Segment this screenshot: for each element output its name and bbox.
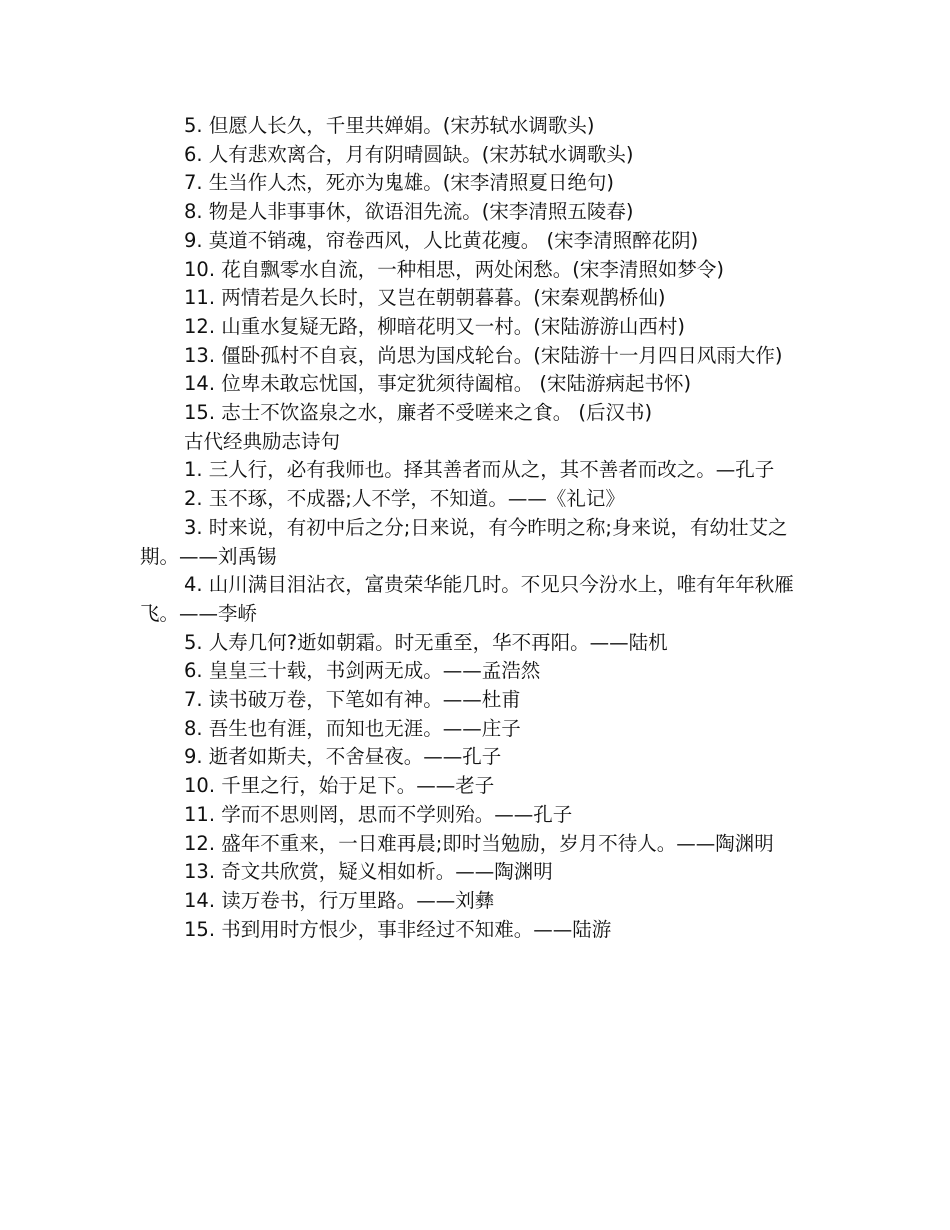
poem-line-11: 11. 两情若是久长时，又岂在朝朝暮暮。(宋秦观鹊桥仙) (184, 286, 666, 310)
quote-line-7: 7. 读书破万卷，下笔如有神。——杜甫 (184, 688, 521, 712)
poem-line-15: 15. 志士不饮盗泉之水，廉者不受嗟来之食。 (后汉书) (184, 401, 653, 425)
quote-line-2: 2. 玉不琢，不成器;人不学，不知道。——《礼记》 (184, 487, 625, 511)
quote-line-13: 13. 奇文共欣赏，疑义相如析。——陶渊明 (184, 860, 553, 884)
quote-line-1: 1. 三人行，必有我师也。择其善者而从之，其不善者而改之。—孔子 (184, 458, 775, 482)
quote-line-8: 8. 吾生也有涯，而知也无涯。——庄子 (184, 716, 521, 740)
quote-line-9: 9. 逝者如斯夫，不舍昼夜。——孔子 (184, 745, 502, 769)
quote-line-3: 3. 时来说，有初中后之分;日来说，有今昨明之称;身来说，有幼壮艾之期。——刘禹锡 (140, 515, 788, 568)
poem-line-13: 13. 僵卧孤村不自哀，尚思为国戍轮台。(宋陆游十一月四日风雨大作) (184, 343, 783, 367)
poem-line-10: 10. 花自飘零水自流，一种相思，两处闲愁。(宋李清照如梦令) (184, 257, 724, 281)
poem-line-9: 9. 莫道不销魂，帘卷西风，人比黄花瘦。 (宋李清照醉花阴) (184, 228, 699, 252)
poem-line-5: 5. 但愿人长久，千里共婵娟。(宋苏轼水调歌头) (184, 114, 595, 137)
poem-line-8: 8. 物是人非事事休，欲语泪先流。(宋李清照五陵春) (184, 200, 634, 224)
quote-line-6: 6. 皇皇三十载，书剑两无成。——孟浩然 (184, 659, 541, 683)
poem-line-6: 6. 人有悲欢离合，月有阴晴圆缺。(宋苏轼水调歌头) (184, 142, 634, 166)
quote-line-5: 5. 人寿几何?逝如朝霜。时无重至，华不再阳。——陆机 (184, 630, 668, 654)
section-heading: 古代经典励志诗句 (184, 429, 341, 453)
document-body (140, 112, 808, 944)
quote-line-12: 12. 盛年不重来，一日难再晨;即时当勉励，岁月不待人。——陶渊明 (184, 831, 774, 855)
quote-line-15: 15. 书到用时方恨少，事非经过不知难。——陆游 (184, 917, 612, 941)
poem-line-12: 12. 山重水复疑无路，柳暗花明又一村。(宋陆游游山西村) (184, 314, 685, 338)
poem-line-7: 7. 生当作人杰，死亦为鬼雄。(宋李清照夏日绝句) (184, 171, 615, 195)
quote-line-4: 4. 山川满目泪沾衣，富贵荣华能几时。不见只今汾水上，唯有年年秋雁飞。——李峤 (140, 573, 794, 625)
poem-line-14: 14. 位卑未敢忘忧国，事定犹须待阖棺。 (宋陆游病起书怀) (184, 372, 692, 396)
quote-line-10: 10. 千里之行，始于足下。——老子 (184, 774, 495, 798)
quote-line-11: 11. 学而不思则罔，思而不学则殆。——孔子 (184, 802, 573, 826)
quote-line-14: 14. 读万卷书，行万里路。——刘彝 (184, 888, 495, 912)
